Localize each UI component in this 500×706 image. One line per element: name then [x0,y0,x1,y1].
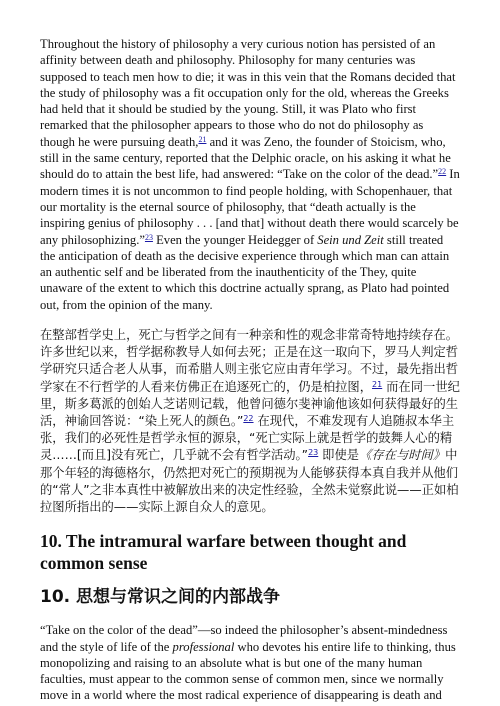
book-title: 《存在与时间》 [359,448,446,463]
text-run: 在现代，不难发现有人追随叔本华主张，我们的必死性是哲学永恒的源泉，“死亡实际上就是哲学的鼓舞人心的精灵……[而且]没有死亡，几乎就不会有哲学活动。” [40,414,455,463]
text-run: still treated the anticipation of death as the decisive experience through which man can attain an authentic self and be liberated from the inauthenticity of the They, quite unaware of the extent to which this doctrine actually sprang, as Plato had pointed out, from the opinion of the many. [40,232,450,312]
footnote-link[interactable]: 23 [308,448,319,458]
paragraph-english [40,36,460,313]
footnote-link[interactable]: 22 [438,167,447,177]
text-run: who devotes his entire life to thinking, thus monopolizing and raising to an absolute what is but one of the many human faculties, must appear to the common sense of common men, since we normally move in a world where the most radical experience of disappearing is death and [40,639,456,703]
section-heading-chinese: 10. 思想与常识之间的内部战争 [40,587,281,608]
footnote-ref-23[interactable] [308,448,318,457]
footnote-link[interactable]: 21 [372,379,383,389]
footnote-ref-22[interactable] [243,414,253,423]
text-run: In modern times it is not uncommon to find people holding, with Schopenhauer, that our mortality is the eternal source of philosophy, that “death actually is the inspiring genius of philosophy . . . [and that] without death there would scarcely be any philosophizing.” [40,167,460,247]
document-page [40,36,460,704]
footnote-link[interactable]: 21 [198,134,207,144]
text-run: 而在同一世纪里，斯多葛派的创始人芝诺则记载，他曾问德尔斐神谕他该如何获得最好的生活，神谕回答说：“染上死人的颜色。” [40,379,460,429]
book-title: Sein und Zeit [317,232,384,247]
text-run: Throughout the history of philosophy a very curious notion has persisted of an affinity between death and philosophy. Philosophy for many centuries was supposed to teach men how to die; it was in this vein that the Romans decided that the study of philosophy was a fit occupation only for the old, whereas the Greeks had held that it should be studied by the young. Still, it was Plato who first remarked that the philosopher appears to those who do not do philosophy as though he were pursuing death, [40,37,456,149]
text-run: 在整部哲学史上，死亡与哲学之间有一种亲和性的观念非常奇特地持续存在。许多世纪以来，哲学据称教导人如何去死；正是在这一取向下，罗马人判定哲学研究只适合老人从事，而希腊人则主张它应由青年学习。不过，最先指出哲学家在不行哲学的人看来仿佛正在追逐死亡的，仍是柏拉图， [40,328,459,394]
footnote-ref-21[interactable] [372,380,382,389]
text-run: 中那个年轻的海德格尔，仍然把对死亡的预期视为人能够获得本真自我并从他们的“常人”之非本真性中被解放出来的决定性经验，全然未觉察此说——正如柏拉图所指出的——实际上源自众人的意见。 [40,448,459,515]
paragraph-chinese [40,327,460,516]
paragraph-english [40,622,460,703]
footnote-ref-23[interactable] [145,233,153,242]
emphasis: professional [172,639,235,654]
text-run: and it was Zeno, the founder of Stoicism, who, still in the same century, reported that the Delphic oracle, on his asking it what he should do to attain the best life, had answered: “Take on the color of the dead.” [40,134,451,182]
text-run: “Take on the color of the dead”—so indeed the philosopher’s absent-mindedness and the style of life of the [40,623,448,654]
footnote-ref-22[interactable] [438,167,446,176]
text-run: Even the younger Heidegger of [152,232,318,247]
section-heading-english: 10. The intramural warfare between thought and common sense [40,531,407,574]
text-run: 即使是 [318,448,360,463]
footnote-link[interactable]: 22 [243,414,254,424]
footnote-link[interactable]: 23 [144,232,153,242]
